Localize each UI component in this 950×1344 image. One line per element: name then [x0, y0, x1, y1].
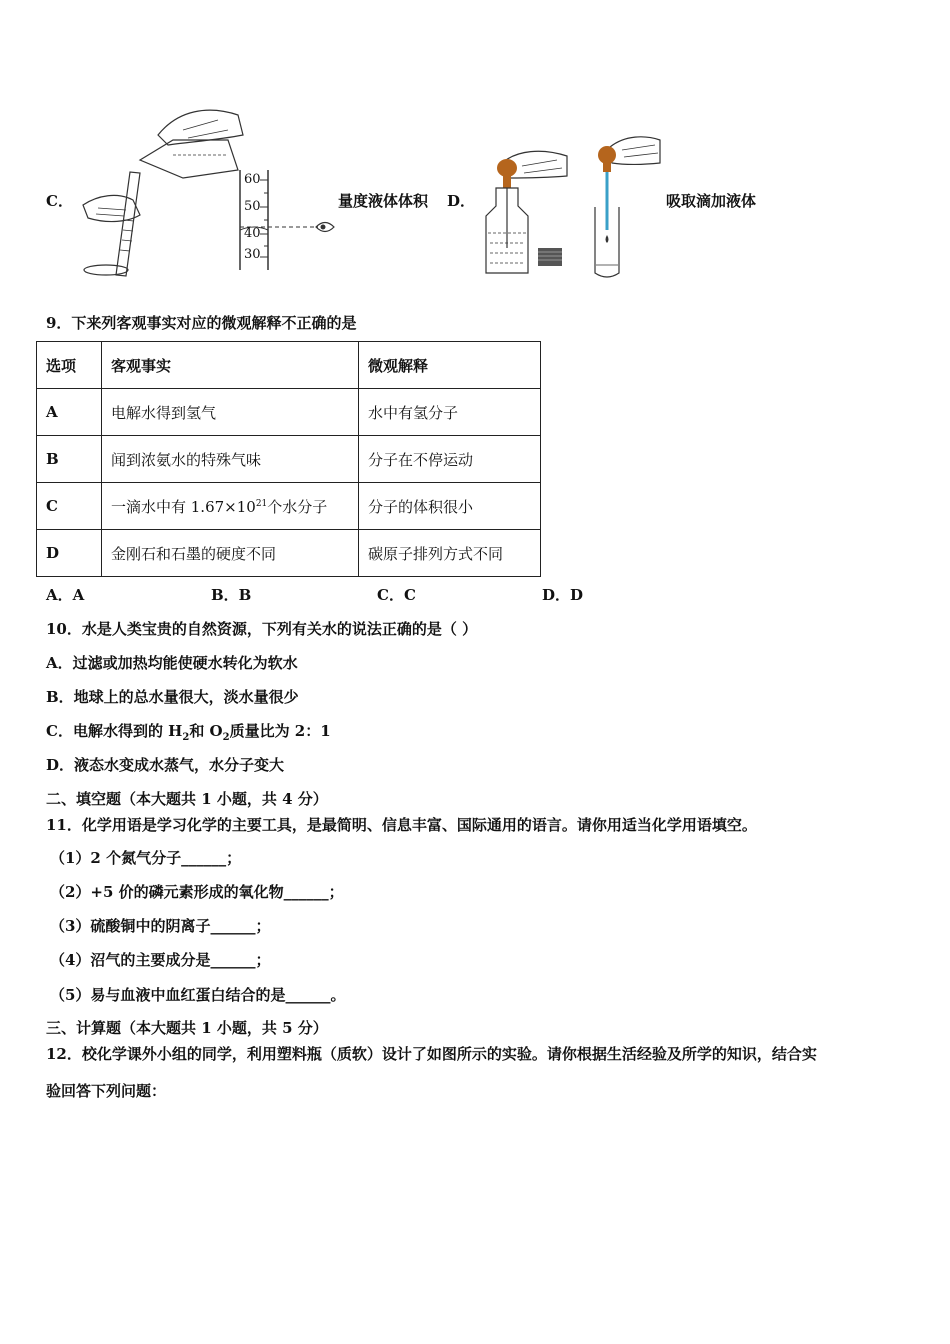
- option-c-subscript-1: 2: [182, 732, 190, 743]
- q11-item-1: （1）2 个氮气分子______；: [50, 849, 242, 867]
- dropper-tube-illustration: [590, 135, 662, 280]
- fact-exponent: 21: [255, 498, 268, 509]
- scale-mark-60: 60: [244, 172, 261, 187]
- q9-choice-b: B．B: [211, 586, 252, 604]
- table-row: [37, 483, 541, 530]
- fact-text: 一滴水中有 1.67×10: [111, 497, 256, 516]
- row-option: B: [37, 436, 102, 483]
- table-header-explanation: 微观解释: [359, 342, 541, 389]
- q9-choice-a: A．A: [46, 586, 85, 604]
- row-explanation: 分子在不停运动: [359, 436, 541, 483]
- option-c-subscript-2: 2: [222, 732, 230, 743]
- option-d-caption: 吸取滴加液体: [666, 192, 757, 210]
- q11-stem: 11．化学用语是学习化学的主要工具，是最简明、信息丰富、国际通用的语言。请你用适当化学用语填空。: [46, 816, 757, 834]
- dropper-bottle-illustration: [482, 148, 572, 276]
- q9-stem: 9．下来列客观事实对应的微观解释不正确的是: [46, 314, 357, 332]
- option-c-text-3: 质量比为 2：1: [229, 722, 331, 740]
- q11-item-5: （5）易与血液中血红蛋白结合的是______。: [50, 986, 346, 1004]
- table-header-row: [37, 342, 541, 389]
- section3-heading: 三、计算题（本大题共 1 小题，共 5 分）: [46, 1019, 328, 1037]
- row-option: A: [37, 389, 102, 436]
- scale-mark-50: 50: [244, 199, 261, 214]
- table-row: [37, 530, 541, 577]
- table-row: [37, 436, 541, 483]
- table-header-fact: 客观事实: [102, 342, 359, 389]
- q9-choice-c: C．C: [377, 586, 416, 604]
- q10-option-b: B．地球上的总水量很大，淡水量很少: [46, 688, 299, 706]
- row-option: D: [37, 530, 102, 577]
- row-fact: [102, 483, 359, 530]
- q10-option-d: D．液态水变成水蒸气，水分子变大: [46, 756, 285, 774]
- row-fact: 闻到浓氨水的特殊气味: [102, 436, 359, 483]
- q12-line-1: 12．校化学课外小组的同学，利用塑料瓶（质软）设计了如图所示的实验。请你根据生活经验及所学的知识，结合实: [46, 1045, 817, 1063]
- table-header-option: 选项: [37, 342, 102, 389]
- q10-option-a: A．过滤或加热均能使硬水转化为软水: [46, 654, 298, 672]
- fact-text-suffix: 个水分子: [267, 497, 328, 516]
- q11-item-4: （4）沼气的主要成分是______；: [50, 951, 271, 969]
- option-c-caption: 量度液体体积: [338, 192, 429, 210]
- q11-item-2: （2）+5 价的磷元素形成的氧化物______；: [50, 883, 344, 901]
- row-option: C: [37, 483, 102, 530]
- table-row: [37, 389, 541, 436]
- q9-table: [36, 341, 541, 577]
- q11-item-3: （3）硫酸铜中的阴离子______；: [50, 917, 271, 935]
- option-c-text-2: 和 O: [189, 722, 223, 740]
- q10-option-c: [46, 720, 331, 743]
- q9-choice-d: D．D: [542, 586, 584, 604]
- scale-mark-40: 40: [244, 226, 261, 241]
- q12-line-2: 验回答下列问题：: [46, 1082, 167, 1100]
- option-c-label: C．: [46, 192, 73, 210]
- section2-heading: 二、填空题（本大题共 1 小题，共 4 分）: [46, 790, 328, 808]
- option-c-text-1: C．电解水得到的 H: [46, 722, 183, 740]
- row-fact: 电解水得到氢气: [102, 389, 359, 436]
- pouring-liquid-illustration: [78, 100, 248, 275]
- scale-mark-30: 30: [244, 247, 261, 262]
- q10-stem: 10．水是人类宝贵的自然资源，下列有关水的说法正确的是（ ）: [46, 620, 478, 638]
- row-explanation: 碳原子排列方式不同: [359, 530, 541, 577]
- row-fact: 金刚石和石墨的硬度不同: [102, 530, 359, 577]
- row-explanation: 水中有氢分子: [359, 389, 541, 436]
- eye-icon: [314, 218, 336, 236]
- option-d-label: D．: [447, 192, 476, 210]
- row-explanation: 分子的体积很小: [359, 483, 541, 530]
